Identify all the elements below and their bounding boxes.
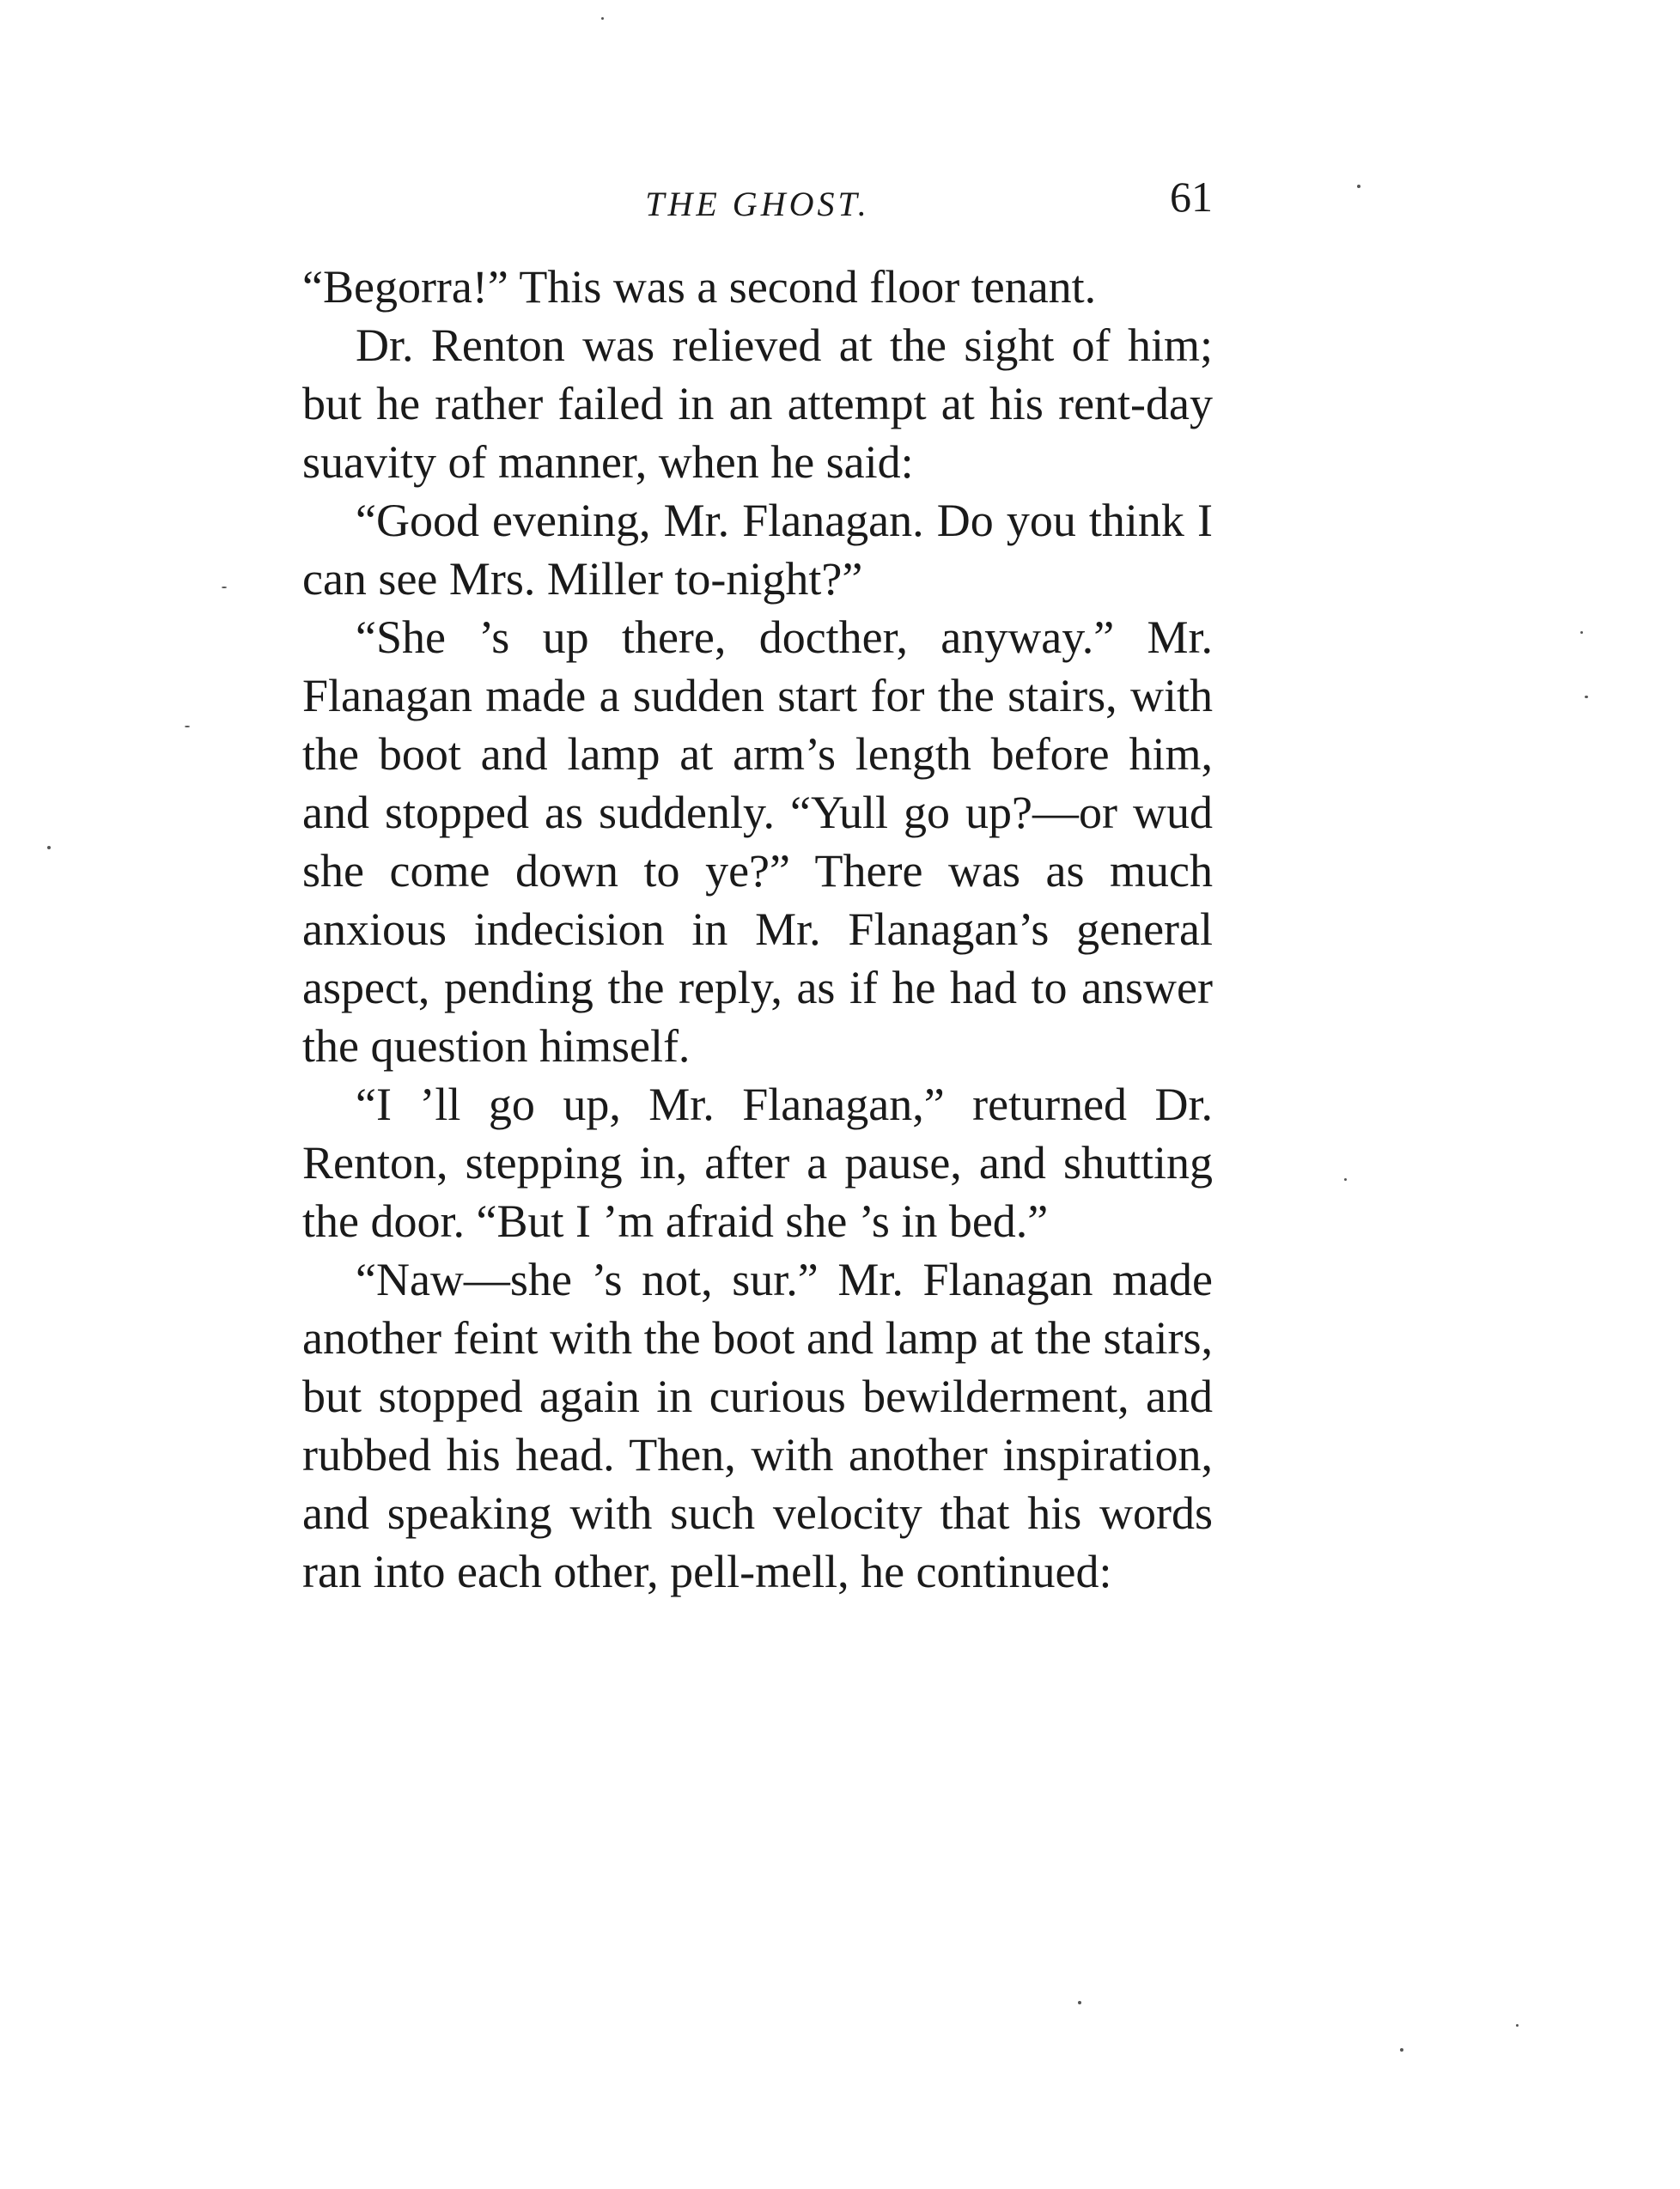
- scan-speck: [47, 846, 51, 849]
- paragraph: Dr. Renton was relieved at the sight of him; but he rather failed in an attempt at his rent-day suavity of manner, when he said:: [302, 319, 1213, 488]
- scan-speck: [1344, 1178, 1347, 1181]
- scan-speck: [1516, 2024, 1519, 2027]
- paragraph: “Good evening, Mr. Flanagan. Do you think I can see Mrs. Miller to-night?”: [302, 495, 1213, 605]
- scan-speck: [601, 17, 604, 20]
- page-number: 61: [1170, 173, 1213, 221]
- body-text: [302, 258, 1213, 1601]
- paragraph: “Begorra!” This was a second floor tenant.: [302, 261, 1097, 313]
- scan-speck: [1357, 185, 1360, 188]
- running-title: THE GHOST.: [645, 185, 870, 223]
- scan-speck: [222, 587, 227, 588]
- scan-speck: [1585, 696, 1588, 698]
- scan-speck: [185, 726, 190, 727]
- scan-speck: [1580, 631, 1583, 634]
- running-head: [302, 172, 1213, 227]
- paragraph: “Naw—she ’s not, sur.” Mr. Flanagan made another feint with the boot and lamp at the stairs, but stopped again in curious bewilderment, and rubbed his head. Then, with another inspiration, and speaking with such velocity that his words ran into each other, pell-mell, he continued:: [302, 1254, 1213, 1597]
- scan-speck: [1400, 2048, 1403, 2052]
- scan-speck: [1078, 2001, 1081, 2004]
- paragraph: “I ’ll go up, Mr. Flanagan,” returned Dr. Renton, stepping in, after a pause, and shutting the door. “But I ’m afraid she ’s in bed.”: [302, 1079, 1213, 1247]
- paragraph: “She ’s up there, docther, anyway.” Mr. Flanagan made a sudden start for the stairs, with the boot and lamp at arm’s length before him, and stopped as suddenly. “Yull go up?—or wud she come down to ye?” There was as much anxious indecision in Mr. Flanagan’s general aspect, pending the reply, as if he had to answer the question himself.: [302, 611, 1213, 1072]
